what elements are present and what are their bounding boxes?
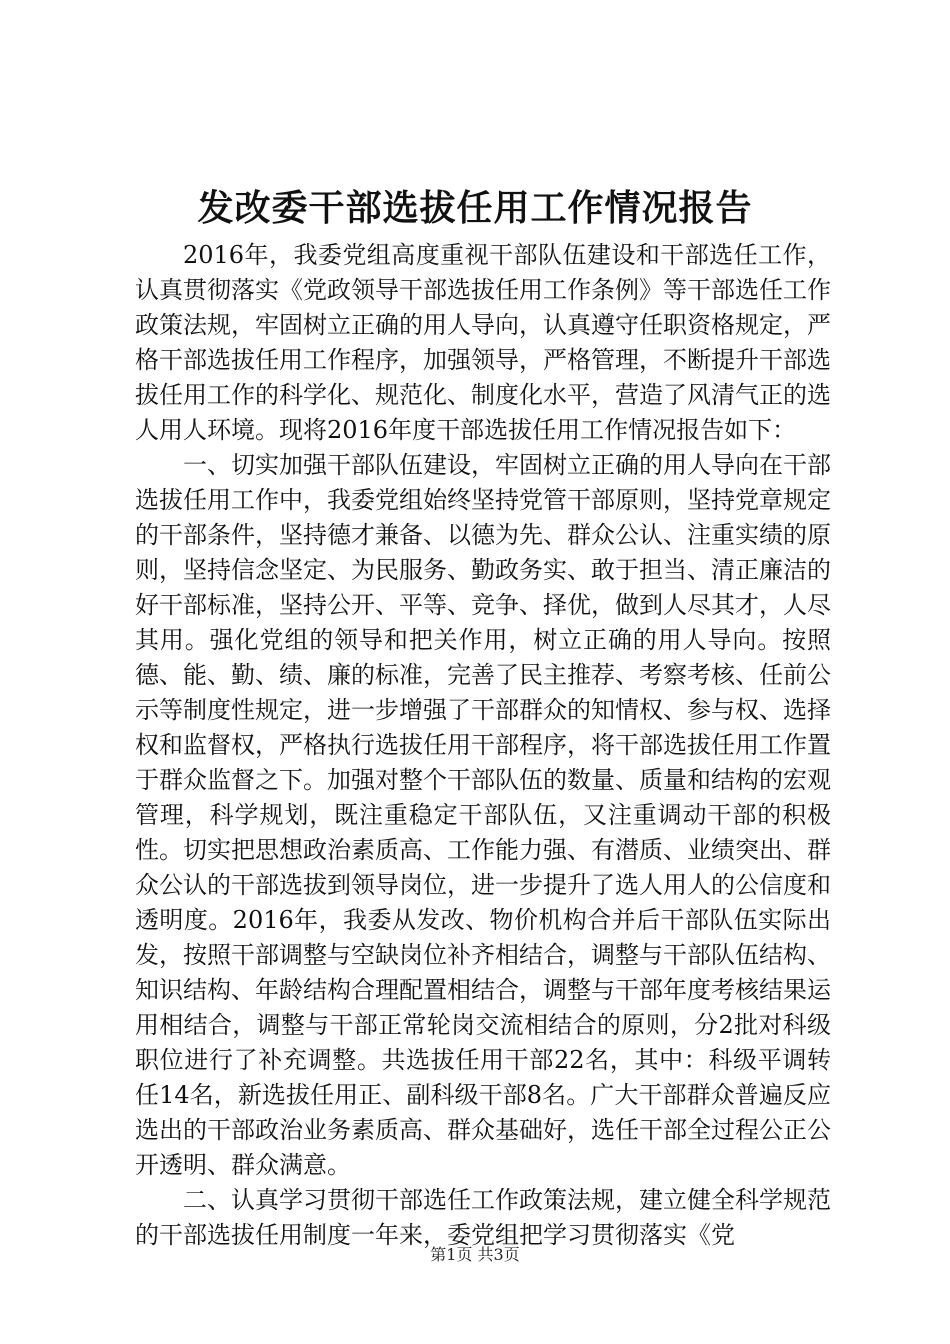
document-title: 发改委干部选拔任用工作情况报告 bbox=[197, 187, 753, 229]
paragraph-intro: 2016年，我委党组高度重视干部队伍建设和干部选任工作，认真贯彻落实《党政领导干部选拔任用工作条例》等干部选任工作政策法规，牢固树立正确的用人导向，认真遵守任职资格规定，严格干部选拔任用工作程序，加强领导，严格管理，不断提升干部选拔任用工作的科学化、规范化、制度化水平，营造了风清气正的选人用人环境。现将2016年度干部选拔任用工作情况报告如下： bbox=[135, 241, 831, 444]
paragraph-section-1: 一、切实加强干部队伍建设，牢固树立正确的用人导向在干部选拔任用工作中，我委党组始终坚持党管干部原则，坚持党章规定的干部条件，坚持德才兼备、以德为先、群众公认、注重实绩的原则，坚持信念坚定、为民服务、勤政务实、敢于担当、清正廉洁的好干部标准，坚持公开、平等、竞争、择优，做到人尽其才，人尽其用。强化党组的领导和把关作用，树立正确的用人导向。按照德、能、勤、绩、廉的标准，完善了民主推荐、考察考核、任前公示等制度性规定，进一步增强了干部群众的知情权、参与权、选择权和监督权，严格执行选拔任用干部程序，将干部选拔任用工作置于群众监督之下。加强对整个干部队伍的数量、质量和结构的宏观管理，科学规划，既注重稳定干部队伍，又注重调动干部的积极性。切实把思想政治素质高、工作能力强、有潜质、业绩突出、群众公认的干部选拔到领导岗位，进一步提升了选人用人的公信度和透明度。2016年，我委从发改、物价机构合并后干部队伍实际出发，按照干部调整与空缺岗位补齐相结合，调整与干部队伍结构、知识结构、年龄结构合理配置相结合，调整与干部年度考核结果运用相结合，调整与干部正常轮岗交流相结合的原则，分2批对科级职位进行了补充调整。共选拔任用干部22名，其中：科级平调转任14名，新选拔任用正、副科级干部8名。广大干部群众普遍反应选出的干部政治业务素质高、群众基础好，选任干部全过程公正公开透明、群众满意。 bbox=[135, 451, 831, 1179]
page-footer: 第1页 共3页 bbox=[430, 1245, 520, 1264]
paragraph-section-2: 二、认真学习贯彻干部选任工作政策法规，建立健全科学规范的干部选拔任用制度一年来，委党组把学习贯彻落实《党 bbox=[135, 1186, 831, 1249]
document-body bbox=[135, 238, 831, 1253]
